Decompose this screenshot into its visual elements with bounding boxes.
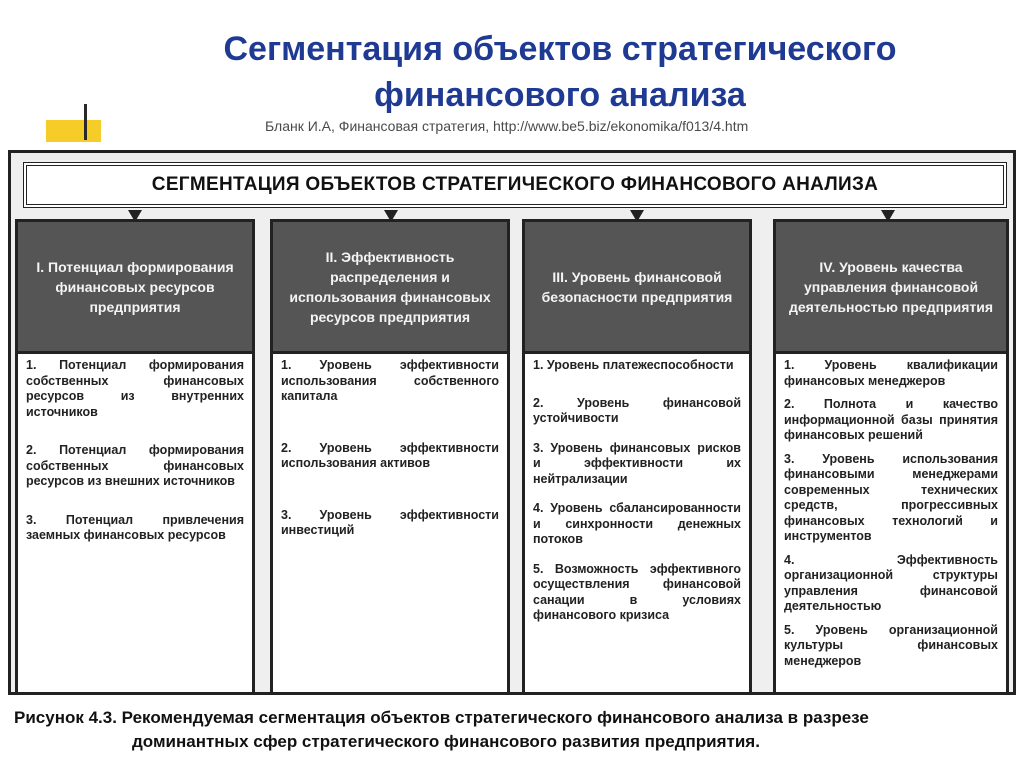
source-citation: Бланк И.А, Финансовая стратегия, http://www.be5.biz/ekonomika/f013/4.htm — [265, 118, 749, 134]
segment-column-3 — [522, 219, 752, 695]
segment-item: 5. Уровень организационной культуры финансовых менеджеров — [784, 622, 998, 668]
segment-items — [525, 354, 749, 628]
caption-line-1: Рисунок 4.3. Рекомендуемая сегментация объектов стратегического финансового анализа в разрезе — [14, 708, 869, 727]
segment-item: 3. Уровень использования финансовыми менеджерами современных технических средств, прогрессивных финансовых технологий и инструментов — [784, 451, 998, 543]
segment-column-2 — [270, 219, 510, 695]
segment-item: 1. Уровень платежеспособности — [533, 358, 734, 372]
segment-heading: IV. Уровень качества управления финансовой деятельностью предприятия — [776, 222, 1006, 354]
segment-item: 1. Уровень квалификации финансовых менеджеров — [784, 358, 998, 388]
segment-item: 2. Уровень эффективности использования активов — [281, 440, 499, 470]
segment-items — [273, 354, 507, 543]
segment-items — [776, 354, 1006, 673]
segment-item: 3. Уровень эффективности инвестиций — [281, 507, 499, 537]
decorative-yellow-bar — [46, 120, 101, 142]
segment-heading: III. Уровень финансовой безопасности предприятия — [525, 222, 749, 354]
segment-column-4 — [773, 219, 1009, 695]
diagram-figure — [8, 150, 1016, 695]
segment-item: 1. Потенциал формирования собственных финансовых ресурсов из внутренних источников — [26, 358, 244, 419]
segment-item: 2. Потенциал формирования собственных финансовых ресурсов из внешних источников — [26, 443, 244, 488]
slide-title: Сегментация объектов стратегического финансового анализа — [223, 30, 897, 114]
segment-item: 2. Уровень финансовой устойчивости — [533, 395, 741, 425]
segment-item: 1. Уровень эффективности использования собственного капитала — [281, 358, 499, 403]
segment-items — [18, 354, 252, 548]
caption-line-2: доминантных сфер стратегического финансового развития предприятия. — [132, 732, 760, 751]
segment-heading: II. Эффективность распределения и использования финансовых ресурсов предприятия — [273, 222, 507, 354]
decorative-vertical-line — [84, 104, 87, 140]
diagram-banner: СЕГМЕНТАЦИЯ ОБЪЕКТОВ СТРАТЕГИЧЕСКОГО ФИНАНСОВОГО АНАЛИЗА — [23, 162, 1007, 208]
segment-item: 3. Уровень финансовых рисков и эффективности их нейтрализации — [533, 440, 741, 486]
figure-caption — [14, 706, 1014, 754]
segment-item: 3. Потенциал привлечения заемных финансовых ресурсов — [26, 512, 244, 542]
segment-item: 4. Уровень сбалансированности и синхронности денежных потоков — [533, 501, 741, 546]
segment-item: 4. Эффективность организационной структуры управления финансовой деятельностью — [784, 552, 998, 613]
segment-item: 5. Возможность эффективного осуществления финансовой санации в условиях финансового кризиса — [533, 561, 741, 622]
segment-item: 2. Полнота и качество информационной базы принятия финансовых решений — [784, 397, 998, 442]
segment-heading: I. Потенциал формирования финансовых ресурсов предприятия — [18, 222, 252, 354]
segment-column-1 — [15, 219, 255, 695]
